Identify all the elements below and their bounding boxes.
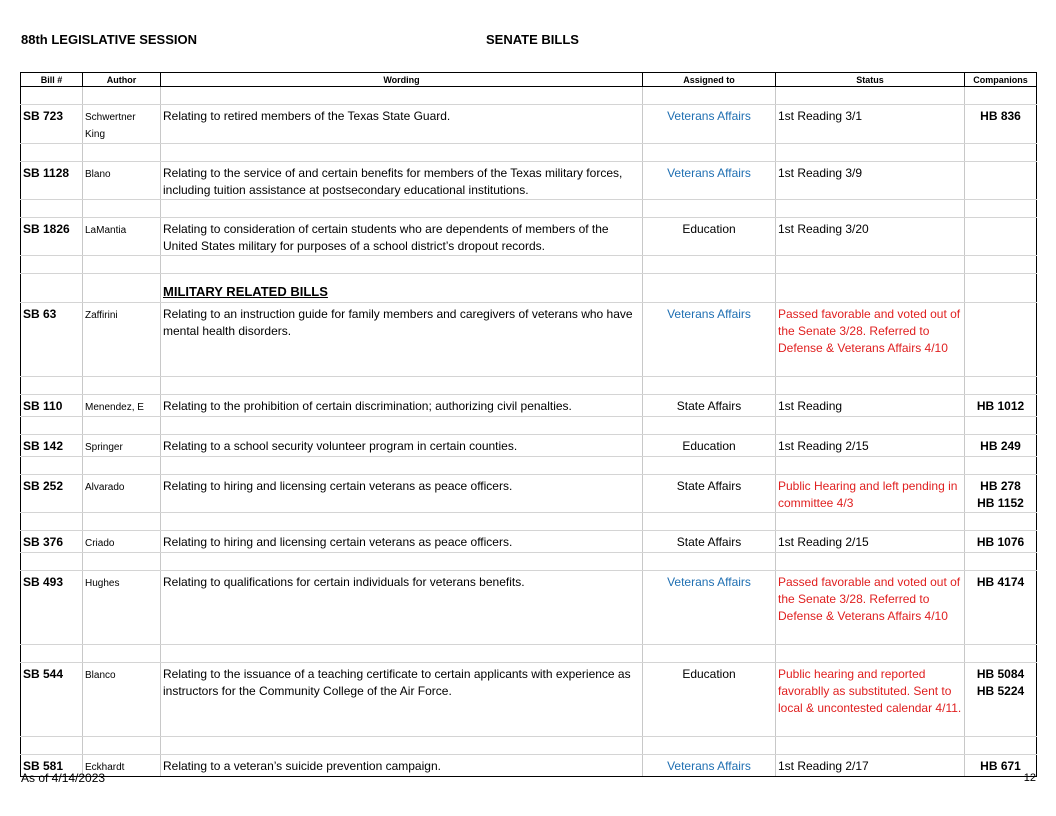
bill-number: SB 493 <box>21 571 83 645</box>
bill-status: 1st Reading 3/20 <box>776 218 965 256</box>
bill-number: SB 252 <box>21 475 83 513</box>
spacer-row <box>21 417 1037 435</box>
bill-assigned: Veterans Affairs <box>643 162 776 200</box>
bill-author: Blano <box>83 162 161 200</box>
bill-author: Alvarado <box>83 475 161 513</box>
table-row <box>21 663 1037 737</box>
bill-status: 1st Reading 3/9 <box>776 162 965 200</box>
bill-status: Public Hearing and left pending in committee 4/3 <box>776 475 965 513</box>
bill-wording: Relating to hiring and licensing certain veterans as peace officers. <box>161 531 643 553</box>
bill-status: Passed favorable and voted out of the Senate 3/28. Referred to Defense & Veterans Affairs 4/10 <box>776 303 965 377</box>
bill-wording: Relating to retired members of the Texas State Guard. <box>161 105 643 144</box>
document-title: SENATE BILLS <box>486 32 579 47</box>
spacer-row <box>21 200 1037 218</box>
bill-author: Menendez, E <box>83 395 161 417</box>
bill-assigned: Veterans Affairs <box>643 105 776 144</box>
bill-number: SB 1826 <box>21 218 83 256</box>
as-of-date: As of 4/14/2023 <box>21 771 106 785</box>
bill-author: Schwertner King <box>83 105 161 144</box>
bill-wording: Relating to consideration of certain students who are dependents of members of the United States military for purposes of a school district’s dropout records. <box>161 218 643 256</box>
bill-number: SB 1128 <box>21 162 83 200</box>
table-row <box>21 475 1037 513</box>
table-row <box>21 105 1037 144</box>
bill-status: 1st Reading 2/17 <box>776 755 965 777</box>
bill-number: SB 142 <box>21 435 83 457</box>
bill-companions: HB 4174 <box>965 571 1037 645</box>
bill-companions: HB 836 <box>965 105 1037 144</box>
spacer-row <box>21 377 1037 395</box>
column-header-status: Status <box>776 73 965 87</box>
bill-author: Blanco <box>83 663 161 737</box>
bill-assigned: Veterans Affairs <box>643 571 776 645</box>
bill-number: SB 110 <box>21 395 83 417</box>
bill-author: Hughes <box>83 571 161 645</box>
bill-author: LaMantia <box>83 218 161 256</box>
bill-author: Springer <box>83 435 161 457</box>
table-row <box>21 435 1037 457</box>
bill-number: SB 63 <box>21 303 83 377</box>
bill-wording: Relating to qualifications for certain individuals for veterans benefits. <box>161 571 643 645</box>
bill-wording: Relating to hiring and licensing certain veterans as peace officers. <box>161 475 643 513</box>
bill-companions: HB 1012 <box>965 395 1037 417</box>
column-header-bill: Bill # <box>21 73 83 87</box>
bill-companions <box>965 162 1037 200</box>
bill-companions: HB 1076 <box>965 531 1037 553</box>
spacer-row <box>21 144 1037 162</box>
bill-wording: Relating to an instruction guide for family members and caregivers of veterans who have mental health disorders. <box>161 303 643 377</box>
spacer-row <box>21 553 1037 571</box>
bill-companions <box>965 218 1037 256</box>
bill-assigned: Veterans Affairs <box>643 303 776 377</box>
bill-assigned: Education <box>643 435 776 457</box>
spacer-row <box>21 737 1037 755</box>
bill-number: SB 581 <box>21 755 83 777</box>
bill-status: 1st Reading 2/15 <box>776 435 965 457</box>
bill-companions <box>965 663 1037 737</box>
table-header-row <box>21 73 1037 87</box>
bill-assigned: State Affairs <box>643 475 776 513</box>
companion-bill: HB 1152 <box>977 496 1024 510</box>
bill-author: Criado <box>83 531 161 553</box>
spacer-row <box>21 457 1037 475</box>
table-row <box>21 531 1037 553</box>
bill-status: 1st Reading 2/15 <box>776 531 965 553</box>
bill-status: 1st Reading 3/1 <box>776 105 965 144</box>
senate-bills-table <box>20 72 1037 777</box>
spacer-row <box>21 87 1037 105</box>
table-row <box>21 218 1037 256</box>
bill-assigned: State Affairs <box>643 531 776 553</box>
table-row <box>21 755 1037 777</box>
companion-bill: HB 5224 <box>976 684 1025 698</box>
page-number: 12 <box>1023 772 1036 784</box>
bill-number: SB 376 <box>21 531 83 553</box>
bill-wording: Relating to the issuance of a teaching certificate to certain applicants with experience as instructors for the Community College of the Air Force. <box>161 663 643 737</box>
spacer-row <box>21 645 1037 663</box>
bill-companions: HB 671 <box>965 755 1037 777</box>
table-row <box>21 571 1037 645</box>
column-header-wording: Wording <box>161 73 643 87</box>
bill-wording: Relating to a school security volunteer program in certain counties. <box>161 435 643 457</box>
session-title: 88th LEGISLATIVE SESSION <box>21 32 198 47</box>
bill-status: 1st Reading <box>776 395 965 417</box>
table-row <box>21 162 1037 200</box>
table-row <box>21 303 1037 377</box>
companion-bill: HB 278 <box>980 479 1021 493</box>
spacer-row <box>21 256 1037 274</box>
bill-number: SB 723 <box>21 105 83 144</box>
bill-companions <box>965 475 1037 513</box>
section-row <box>21 274 1037 303</box>
companion-bill: HB 5084 <box>976 667 1025 681</box>
bill-status: Public hearing and reported favorablly as substituted. Sent to local & uncontested calendar 4/11. <box>776 663 965 737</box>
bill-assigned: Education <box>643 218 776 256</box>
bill-assigned: Veterans Affairs <box>643 755 776 777</box>
bill-wording: Relating to a veteran’s suicide prevention campaign. <box>161 755 643 777</box>
spacer-row <box>21 513 1037 531</box>
column-header-author: Author <box>83 73 161 87</box>
bill-number: SB 544 <box>21 663 83 737</box>
bill-assigned: Education <box>643 663 776 737</box>
table-row <box>21 395 1037 417</box>
bill-companions <box>965 303 1037 377</box>
column-header-companions: Companions <box>965 73 1037 87</box>
bill-assigned: State Affairs <box>643 395 776 417</box>
bill-author: Zaffirini <box>83 303 161 377</box>
bill-status: Passed favorable and voted out of the Senate 3/28. Referred to Defense & Veterans Affairs 4/10 <box>776 571 965 645</box>
bill-wording: Relating to the prohibition of certain discrimination; authorizing civil penalties. <box>161 395 643 417</box>
column-header-assigned: Assigned to <box>643 73 776 87</box>
bill-wording: Relating to the service of and certain benefits for members of the Texas military forces, including tuition assistance at postsecondary educational institutions. <box>161 162 643 200</box>
section-heading: MILITARY RELATED BILLS <box>161 274 643 303</box>
bill-author: Eckhardt <box>83 755 161 777</box>
bill-companions: HB 249 <box>965 435 1037 457</box>
